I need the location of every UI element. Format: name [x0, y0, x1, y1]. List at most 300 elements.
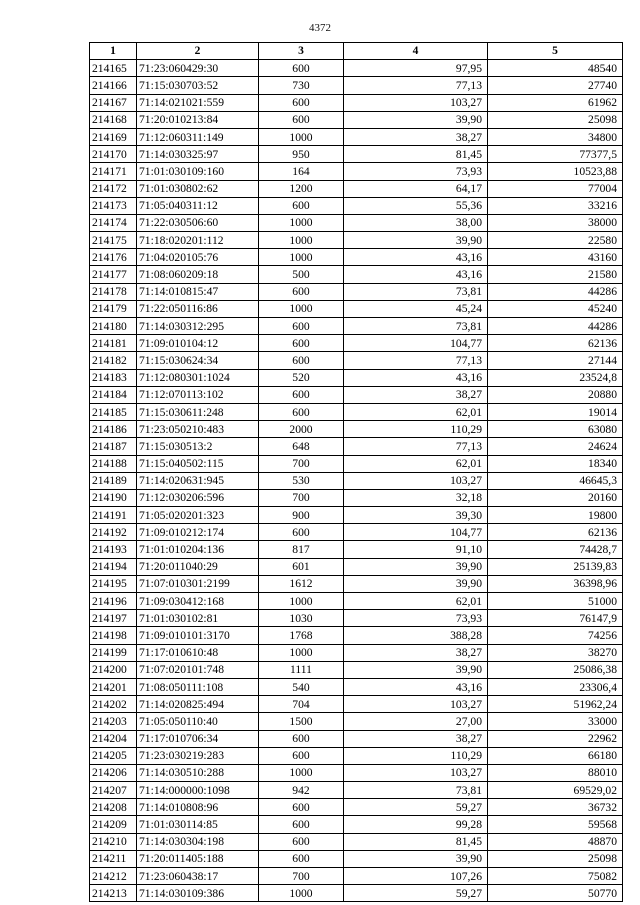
- cadastral-number-cell: 71:05:020201:323: [137, 507, 259, 524]
- rate-cell: 38,27: [344, 128, 488, 145]
- area-cell: 648: [259, 438, 344, 455]
- row-number-cell: 214203: [90, 713, 137, 730]
- table-row: [90, 816, 623, 833]
- value-cell: 62136: [488, 524, 623, 541]
- area-cell: 600: [259, 352, 344, 369]
- value-cell: 36398,96: [488, 575, 623, 592]
- cadastral-number-cell: 71:22:050116:86: [137, 300, 259, 317]
- value-cell: 74256: [488, 627, 623, 644]
- cadastral-number-cell: 71:20:011405:188: [137, 850, 259, 867]
- area-cell: 600: [259, 94, 344, 111]
- value-cell: 63080: [488, 421, 623, 438]
- row-number-cell: 214192: [90, 524, 137, 541]
- area-cell: 530: [259, 472, 344, 489]
- row-number-cell: 214183: [90, 369, 137, 386]
- column-header-2: 2: [137, 43, 259, 60]
- value-cell: 77377,5: [488, 146, 623, 163]
- value-cell: 19014: [488, 403, 623, 420]
- value-cell: 25098: [488, 111, 623, 128]
- table-row: [90, 764, 623, 781]
- area-cell: 600: [259, 335, 344, 352]
- row-number-cell: 214171: [90, 163, 137, 180]
- row-number-cell: 214170: [90, 146, 137, 163]
- rate-cell: 39,30: [344, 507, 488, 524]
- area-cell: 1000: [259, 885, 344, 902]
- cadastral-number-cell: 71:14:021021:559: [137, 94, 259, 111]
- table-row: [90, 77, 623, 94]
- area-cell: 600: [259, 833, 344, 850]
- row-number-cell: 214174: [90, 214, 137, 231]
- column-header-1: 1: [90, 43, 137, 60]
- area-cell: 900: [259, 507, 344, 524]
- rate-cell: 97,95: [344, 60, 488, 77]
- table-row: [90, 541, 623, 558]
- rate-cell: 73,81: [344, 318, 488, 335]
- row-number-cell: 214187: [90, 438, 137, 455]
- row-number-cell: 214185: [90, 403, 137, 420]
- rate-cell: 62,01: [344, 403, 488, 420]
- value-cell: 36732: [488, 799, 623, 816]
- table-row: [90, 232, 623, 249]
- area-cell: 600: [259, 111, 344, 128]
- rate-cell: 99,28: [344, 816, 488, 833]
- cadastral-number-cell: 71:01:030802:62: [137, 180, 259, 197]
- area-cell: 700: [259, 489, 344, 506]
- rate-cell: 38,27: [344, 730, 488, 747]
- row-number-cell: 214193: [90, 541, 137, 558]
- value-cell: 25098: [488, 850, 623, 867]
- area-cell: 600: [259, 60, 344, 77]
- area-cell: 1768: [259, 627, 344, 644]
- row-number-cell: 214204: [90, 730, 137, 747]
- value-cell: 51000: [488, 593, 623, 610]
- rate-cell: 32,18: [344, 489, 488, 506]
- table-row: [90, 713, 623, 730]
- row-number-cell: 214189: [90, 472, 137, 489]
- value-cell: 75082: [488, 868, 623, 885]
- cadastral-number-cell: 71:20:011040:29: [137, 558, 259, 575]
- cadastral-number-cell: 71:12:080301:1024: [137, 369, 259, 386]
- row-number-cell: 214200: [90, 661, 137, 678]
- rate-cell: 27,00: [344, 713, 488, 730]
- row-number-cell: 214179: [90, 300, 137, 317]
- area-cell: 520: [259, 369, 344, 386]
- area-cell: 1612: [259, 575, 344, 592]
- row-number-cell: 214201: [90, 678, 137, 695]
- rate-cell: 38,27: [344, 644, 488, 661]
- value-cell: 23524,8: [488, 369, 623, 386]
- area-cell: 817: [259, 541, 344, 558]
- area-cell: 1000: [259, 128, 344, 145]
- table-row: [90, 180, 623, 197]
- cadastral-number-cell: 71:14:010808:96: [137, 799, 259, 816]
- row-number-cell: 214208: [90, 799, 137, 816]
- value-cell: 21580: [488, 266, 623, 283]
- value-cell: 66180: [488, 747, 623, 764]
- rate-cell: 59,27: [344, 885, 488, 902]
- area-cell: 600: [259, 850, 344, 867]
- rate-cell: 103,27: [344, 764, 488, 781]
- table-row: [90, 369, 623, 386]
- cadastral-number-cell: 71:15:030513:2: [137, 438, 259, 455]
- table-row: [90, 455, 623, 472]
- value-cell: 22962: [488, 730, 623, 747]
- cadastral-number-cell: 71:23:030219:283: [137, 747, 259, 764]
- rate-cell: 59,27: [344, 799, 488, 816]
- rate-cell: 39,90: [344, 850, 488, 867]
- area-cell: 1000: [259, 249, 344, 266]
- rate-cell: 62,01: [344, 593, 488, 610]
- rate-cell: 39,90: [344, 558, 488, 575]
- cadastral-number-cell: 71:14:030109:386: [137, 885, 259, 902]
- table-row: [90, 833, 623, 850]
- table-row: [90, 283, 623, 300]
- area-cell: 600: [259, 816, 344, 833]
- cadastral-number-cell: 71:01:030114:85: [137, 816, 259, 833]
- area-cell: 600: [259, 318, 344, 335]
- table-row: [90, 558, 623, 575]
- rate-cell: 103,27: [344, 696, 488, 713]
- rate-cell: 81,45: [344, 833, 488, 850]
- area-cell: 1030: [259, 610, 344, 627]
- rate-cell: 43,16: [344, 678, 488, 695]
- cadastral-number-cell: 71:05:050110:40: [137, 713, 259, 730]
- row-number-cell: 214175: [90, 232, 137, 249]
- area-cell: 942: [259, 782, 344, 799]
- value-cell: 51962,24: [488, 696, 623, 713]
- area-cell: 540: [259, 678, 344, 695]
- page-number: 4372: [309, 22, 331, 34]
- row-number-cell: 214194: [90, 558, 137, 575]
- rate-cell: 39,90: [344, 661, 488, 678]
- area-cell: 500: [259, 266, 344, 283]
- rate-cell: 73,81: [344, 782, 488, 799]
- table-row: [90, 747, 623, 764]
- area-cell: 1000: [259, 232, 344, 249]
- rate-cell: 77,13: [344, 77, 488, 94]
- value-cell: 44286: [488, 283, 623, 300]
- value-cell: 33216: [488, 197, 623, 214]
- area-cell: 601: [259, 558, 344, 575]
- value-cell: 38270: [488, 644, 623, 661]
- row-number-cell: 214198: [90, 627, 137, 644]
- area-cell: 600: [259, 283, 344, 300]
- cadastral-number-cell: 71:14:000000:1098: [137, 782, 259, 799]
- rate-cell: 110,29: [344, 421, 488, 438]
- table-row: [90, 146, 623, 163]
- row-number-cell: 214165: [90, 60, 137, 77]
- table-row: [90, 575, 623, 592]
- table-row: [90, 524, 623, 541]
- value-cell: 34800: [488, 128, 623, 145]
- rate-cell: 104,77: [344, 524, 488, 541]
- cadastral-number-cell: 71:07:020101:748: [137, 661, 259, 678]
- table-row: [90, 335, 623, 352]
- value-cell: 25086,38: [488, 661, 623, 678]
- row-number-cell: 214188: [90, 455, 137, 472]
- table-row: [90, 386, 623, 403]
- cadastral-number-cell: 71:18:020201:112: [137, 232, 259, 249]
- row-number-cell: 214166: [90, 77, 137, 94]
- row-number-cell: 214213: [90, 885, 137, 902]
- area-cell: 700: [259, 868, 344, 885]
- value-cell: 77004: [488, 180, 623, 197]
- cadastral-number-cell: 71:14:030304:198: [137, 833, 259, 850]
- row-number-cell: 214195: [90, 575, 137, 592]
- value-cell: 27740: [488, 77, 623, 94]
- rate-cell: 64,17: [344, 180, 488, 197]
- rate-cell: 91,10: [344, 541, 488, 558]
- table-row: [90, 111, 623, 128]
- row-number-cell: 214197: [90, 610, 137, 627]
- value-cell: 25139,83: [488, 558, 623, 575]
- row-number-cell: 214207: [90, 782, 137, 799]
- value-cell: 19800: [488, 507, 623, 524]
- table-row: [90, 249, 623, 266]
- rate-cell: 77,13: [344, 438, 488, 455]
- rate-cell: 388,28: [344, 627, 488, 644]
- value-cell: 69529,02: [488, 782, 623, 799]
- row-number-cell: 214202: [90, 696, 137, 713]
- table-row: [90, 799, 623, 816]
- rate-cell: 45,24: [344, 300, 488, 317]
- area-cell: 164: [259, 163, 344, 180]
- value-cell: 10523,88: [488, 163, 623, 180]
- area-cell: 1500: [259, 713, 344, 730]
- value-cell: 43160: [488, 249, 623, 266]
- value-cell: 33000: [488, 713, 623, 730]
- area-cell: 600: [259, 386, 344, 403]
- row-number-cell: 214212: [90, 868, 137, 885]
- row-number-cell: 214209: [90, 816, 137, 833]
- area-cell: 950: [259, 146, 344, 163]
- table-row: [90, 868, 623, 885]
- rate-cell: 77,13: [344, 352, 488, 369]
- rate-cell: 103,27: [344, 472, 488, 489]
- table-row: [90, 850, 623, 867]
- row-number-cell: 214177: [90, 266, 137, 283]
- value-cell: 22580: [488, 232, 623, 249]
- row-number-cell: 214168: [90, 111, 137, 128]
- table-row: [90, 60, 623, 77]
- area-cell: 1000: [259, 644, 344, 661]
- value-cell: 46645,3: [488, 472, 623, 489]
- value-cell: 27144: [488, 352, 623, 369]
- area-cell: 600: [259, 799, 344, 816]
- cadastral-number-cell: 71:04:020105:76: [137, 249, 259, 266]
- area-cell: 1200: [259, 180, 344, 197]
- area-cell: 730: [259, 77, 344, 94]
- cadastral-number-cell: 71:14:010815:47: [137, 283, 259, 300]
- value-cell: 88010: [488, 764, 623, 781]
- cadastral-number-cell: 71:22:030506:60: [137, 214, 259, 231]
- table-row: [90, 507, 623, 524]
- cadastral-number-cell: 71:12:030206:596: [137, 489, 259, 506]
- rate-cell: 39,90: [344, 575, 488, 592]
- rate-cell: 103,27: [344, 94, 488, 111]
- cadastral-number-cell: 71:01:030109:160: [137, 163, 259, 180]
- table-row: [90, 661, 623, 678]
- value-cell: 48540: [488, 60, 623, 77]
- table-row: [90, 782, 623, 799]
- cadastral-number-cell: 71:17:010610:48: [137, 644, 259, 661]
- table-row: [90, 627, 623, 644]
- rate-cell: 43,16: [344, 249, 488, 266]
- rate-cell: 43,16: [344, 369, 488, 386]
- table-row: [90, 197, 623, 214]
- cadastral-number-cell: 71:15:040502:115: [137, 455, 259, 472]
- rate-cell: 38,27: [344, 386, 488, 403]
- cadastral-number-cell: 71:08:060209:18: [137, 266, 259, 283]
- table-row: [90, 610, 623, 627]
- value-cell: 20880: [488, 386, 623, 403]
- data-table: [89, 42, 623, 902]
- table-row: [90, 300, 623, 317]
- area-cell: 704: [259, 696, 344, 713]
- table-row: [90, 421, 623, 438]
- cadastral-number-cell: 71:05:040311:12: [137, 197, 259, 214]
- row-number-cell: 214211: [90, 850, 137, 867]
- rate-cell: 81,45: [344, 146, 488, 163]
- column-header-4: 4: [344, 43, 488, 60]
- cadastral-number-cell: 71:14:030510:288: [137, 764, 259, 781]
- row-number-cell: 214182: [90, 352, 137, 369]
- table-header-row: [90, 43, 623, 60]
- area-cell: 1111: [259, 661, 344, 678]
- value-cell: 50770: [488, 885, 623, 902]
- rate-cell: 43,16: [344, 266, 488, 283]
- rate-cell: 73,81: [344, 283, 488, 300]
- table-row: [90, 696, 623, 713]
- row-number-cell: 214176: [90, 249, 137, 266]
- row-number-cell: 214186: [90, 421, 137, 438]
- row-number-cell: 214196: [90, 593, 137, 610]
- row-number-cell: 214173: [90, 197, 137, 214]
- value-cell: 59568: [488, 816, 623, 833]
- row-number-cell: 214199: [90, 644, 137, 661]
- row-number-cell: 214206: [90, 764, 137, 781]
- cadastral-number-cell: 71:12:070113:102: [137, 386, 259, 403]
- row-number-cell: 214178: [90, 283, 137, 300]
- column-header-5: 5: [488, 43, 623, 60]
- rate-cell: 107,26: [344, 868, 488, 885]
- value-cell: 44286: [488, 318, 623, 335]
- value-cell: 18340: [488, 455, 623, 472]
- column-header-3: 3: [259, 43, 344, 60]
- row-number-cell: 214191: [90, 507, 137, 524]
- cadastral-number-cell: 71:20:010213:84: [137, 111, 259, 128]
- cadastral-number-cell: 71:09:030412:168: [137, 593, 259, 610]
- cadastral-number-cell: 71:07:010301:2199: [137, 575, 259, 592]
- row-number-cell: 214205: [90, 747, 137, 764]
- table-row: [90, 94, 623, 111]
- cadastral-number-cell: 71:14:030312:295: [137, 318, 259, 335]
- row-number-cell: 214172: [90, 180, 137, 197]
- cadastral-number-cell: 71:23:050210:483: [137, 421, 259, 438]
- table-row: [90, 318, 623, 335]
- cadastral-number-cell: 71:14:020631:945: [137, 472, 259, 489]
- cadastral-number-cell: 71:15:030703:52: [137, 77, 259, 94]
- area-cell: 1000: [259, 300, 344, 317]
- value-cell: 23306,4: [488, 678, 623, 695]
- area-cell: 600: [259, 730, 344, 747]
- row-number-cell: 214167: [90, 94, 137, 111]
- table-row: [90, 438, 623, 455]
- table-row: [90, 885, 623, 902]
- rate-cell: 62,01: [344, 455, 488, 472]
- table-row: [90, 163, 623, 180]
- cadastral-number-cell: 71:14:020825:494: [137, 696, 259, 713]
- table-row: [90, 128, 623, 145]
- table-row: [90, 730, 623, 747]
- value-cell: 20160: [488, 489, 623, 506]
- area-cell: 600: [259, 403, 344, 420]
- rate-cell: 55,36: [344, 197, 488, 214]
- cadastral-number-cell: 71:17:010706:34: [137, 730, 259, 747]
- row-number-cell: 214190: [90, 489, 137, 506]
- cadastral-number-cell: 71:14:030325:97: [137, 146, 259, 163]
- area-cell: 600: [259, 197, 344, 214]
- row-number-cell: 214184: [90, 386, 137, 403]
- value-cell: 24624: [488, 438, 623, 455]
- cadastral-number-cell: 71:09:010104:12: [137, 335, 259, 352]
- cadastral-number-cell: 71:23:060438:17: [137, 868, 259, 885]
- cadastral-number-cell: 71:15:030611:248: [137, 403, 259, 420]
- value-cell: 76147,9: [488, 610, 623, 627]
- table-row: [90, 472, 623, 489]
- area-cell: 700: [259, 455, 344, 472]
- cadastral-number-cell: 71:01:010204:136: [137, 541, 259, 558]
- row-number-cell: 214210: [90, 833, 137, 850]
- value-cell: 48870: [488, 833, 623, 850]
- cadastral-number-cell: 71:01:030102:81: [137, 610, 259, 627]
- rate-cell: 38,00: [344, 214, 488, 231]
- rate-cell: 73,93: [344, 610, 488, 627]
- area-cell: 1000: [259, 764, 344, 781]
- table-row: [90, 214, 623, 231]
- table-row: [90, 266, 623, 283]
- value-cell: 62136: [488, 335, 623, 352]
- table-row: [90, 593, 623, 610]
- table-row: [90, 644, 623, 661]
- table-row: [90, 403, 623, 420]
- value-cell: 38000: [488, 214, 623, 231]
- table-row: [90, 489, 623, 506]
- rate-cell: 73,93: [344, 163, 488, 180]
- table-row: [90, 352, 623, 369]
- row-number-cell: 214180: [90, 318, 137, 335]
- cadastral-number-cell: 71:08:050111:108: [137, 678, 259, 695]
- rate-cell: 104,77: [344, 335, 488, 352]
- table-row: [90, 678, 623, 695]
- cadastral-number-cell: 71:23:060429:30: [137, 60, 259, 77]
- value-cell: 45240: [488, 300, 623, 317]
- cadastral-number-cell: 71:09:010101:3170: [137, 627, 259, 644]
- rate-cell: 39,90: [344, 111, 488, 128]
- area-cell: 600: [259, 524, 344, 541]
- rate-cell: 39,90: [344, 232, 488, 249]
- rate-cell: 110,29: [344, 747, 488, 764]
- cadastral-number-cell: 71:09:010212:174: [137, 524, 259, 541]
- area-cell: 600: [259, 747, 344, 764]
- row-number-cell: 214169: [90, 128, 137, 145]
- value-cell: 61962: [488, 94, 623, 111]
- table-body: [90, 60, 623, 902]
- cadastral-number-cell: 71:12:060311:149: [137, 128, 259, 145]
- area-cell: 1000: [259, 593, 344, 610]
- row-number-cell: 214181: [90, 335, 137, 352]
- value-cell: 74428,7: [488, 541, 623, 558]
